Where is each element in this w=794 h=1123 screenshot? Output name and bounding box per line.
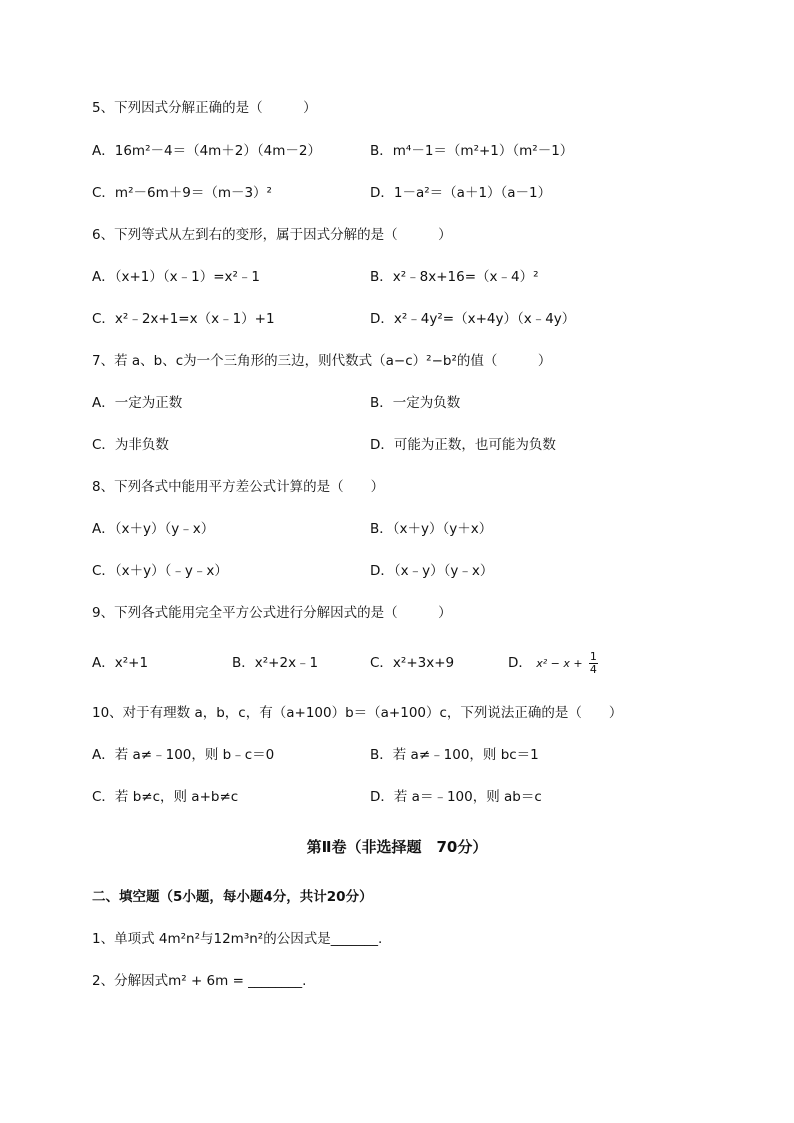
question-10-stem: 10、对于有理数 a，b，c，有（a+100）b＝（a+100）c，下列说法正确的是（ ） bbox=[92, 705, 623, 721]
q5-option-d: D．1－a²＝（a＋1）（a－1） bbox=[370, 185, 552, 201]
fraction-denominator: 4 bbox=[589, 662, 597, 676]
q10-option-a: A．若 a≠﹣100，则 b﹣c＝0 bbox=[92, 747, 275, 763]
q9-option-d-label: D． bbox=[508, 655, 532, 671]
q9-option-c: C．x²+3x+9 bbox=[370, 655, 455, 671]
q8-option-d: D．（x﹣y）（y﹣x） bbox=[370, 563, 494, 579]
question-7-stem: 7、若 a、b、c为一个三角形的三边，则代数式（a−c）²−b²的值（ ） bbox=[92, 353, 552, 369]
q5-option-b: B．m⁴－1＝（m²+1）（m²－1） bbox=[370, 143, 574, 159]
q8-option-a: A．（x＋y）（y﹣x） bbox=[92, 521, 215, 537]
q10-option-d: D．若 a＝﹣100，则 ab＝c bbox=[370, 789, 542, 805]
q7-option-d: D．可能为正数，也可能为负数 bbox=[370, 437, 556, 453]
q9-option-b: B．x²+2x﹣1 bbox=[232, 655, 319, 671]
question-6-stem: 6、下列等式从左到右的变形，属于因式分解的是（ ） bbox=[92, 227, 452, 243]
q6-option-d: D．x²﹣4y²=（x+4y）（x﹣4y） bbox=[370, 311, 576, 327]
q6-option-a: A．（x+1）（x﹣1）=x²﹣1 bbox=[92, 269, 261, 285]
q7-option-c: C．为非负数 bbox=[92, 437, 169, 453]
q9-option-d-fraction bbox=[589, 651, 598, 676]
q5-option-c: C．m²－6m＋9＝（m－3）² bbox=[92, 185, 272, 201]
q9-option-a: A．x²+1 bbox=[92, 655, 149, 671]
q6-option-c: C．x²﹣2x+1=x（x﹣1）+1 bbox=[92, 311, 275, 327]
q8-option-b: B．（x＋y）（y＋x） bbox=[370, 521, 493, 537]
q7-option-a: A．一定为正数 bbox=[92, 395, 183, 411]
q9-option-d-expression: x² − x + bbox=[536, 657, 583, 670]
q6-option-b: B．x²﹣8x+16=（x﹣4）² bbox=[370, 269, 539, 285]
question-9-stem: 9、下列各式能用完全平方公式进行分解因式的是（ ） bbox=[92, 605, 452, 621]
question-8-stem: 8、下列各式中能用平方差公式计算的是（ ） bbox=[92, 479, 385, 495]
q10-option-c: C．若 b≠c，则 a+b≠c bbox=[92, 789, 239, 805]
q7-option-b: B．一定为负数 bbox=[370, 395, 461, 411]
fill-question-2: 2、分解因式m² + 6m = ________. bbox=[92, 973, 307, 989]
q10-option-b: B．若 a≠﹣100，则 bc＝1 bbox=[370, 747, 539, 763]
q9-option-d bbox=[508, 648, 598, 679]
fill-question-1: 1、单项式 4m²n²与12m³n²的公因式是_______. bbox=[92, 931, 383, 947]
section-2-title: 第Ⅱ卷（非选择题 70分） bbox=[306, 838, 488, 856]
q5-option-a: A．16m²－4＝（4m＋2）（4m－2） bbox=[92, 143, 321, 159]
section-2-heading: 二、填空题（5小题，每小题4分，共计20分） bbox=[92, 889, 373, 905]
question-5-stem: 5、下列因式分解正确的是（ ） bbox=[92, 100, 317, 116]
q8-option-c: C．（x＋y）（﹣y﹣x） bbox=[92, 563, 228, 579]
fraction-numerator: 1 bbox=[589, 649, 597, 663]
